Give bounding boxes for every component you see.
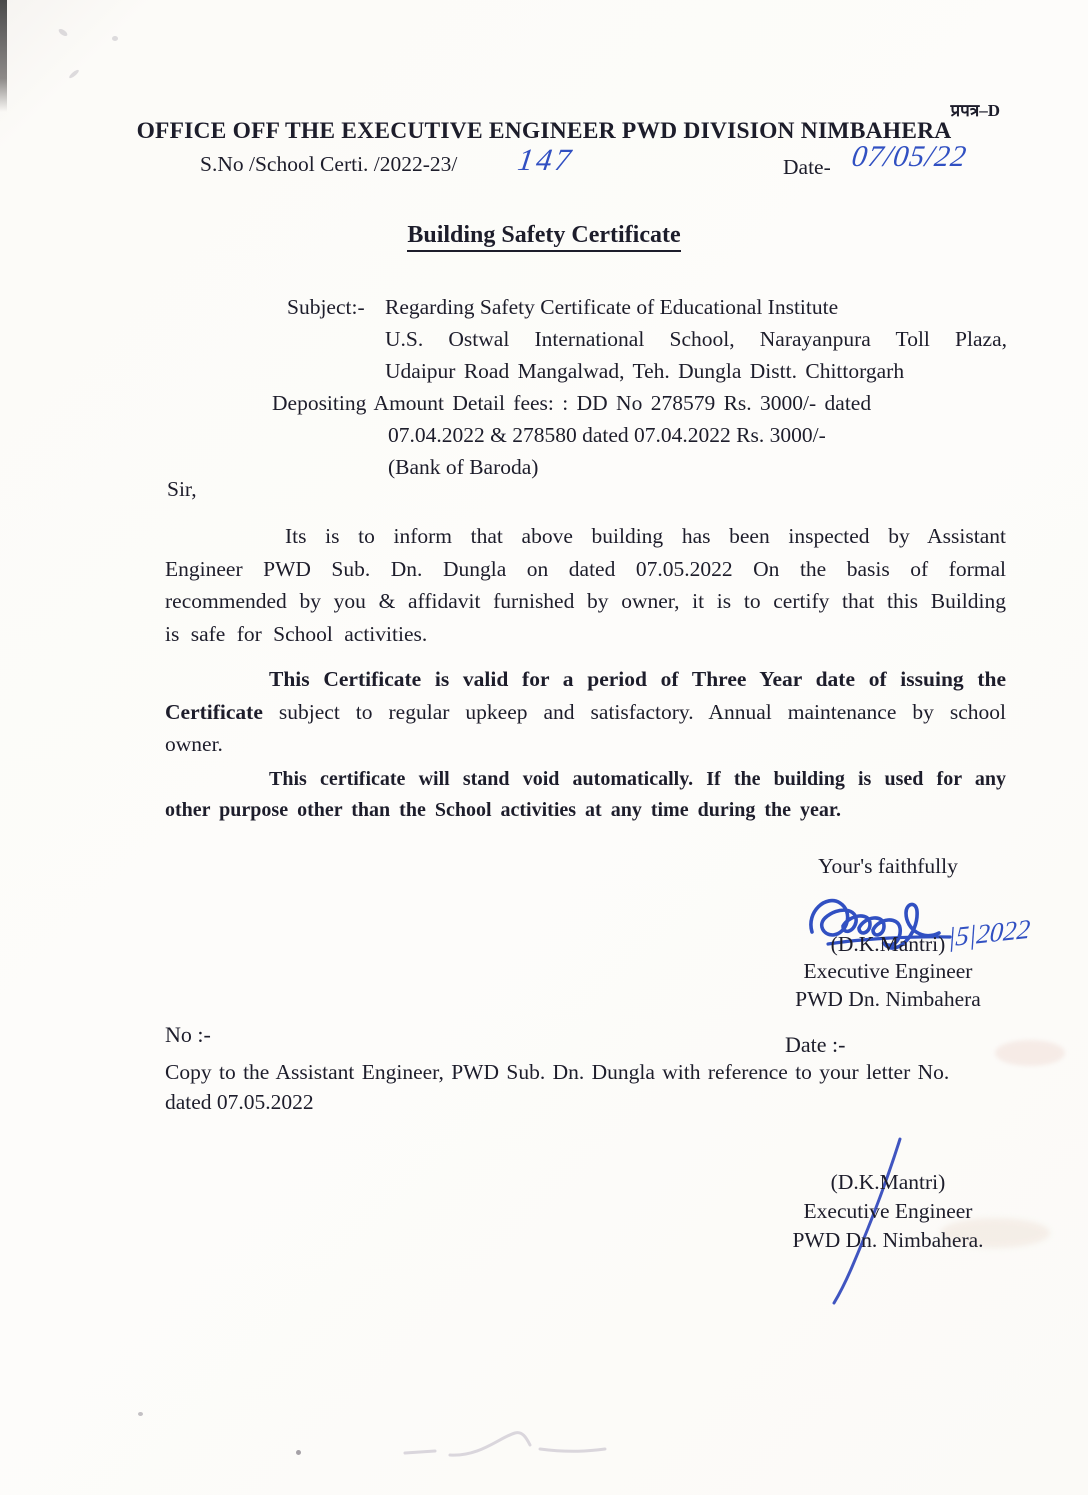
footer-no-label: No :- [165, 1022, 211, 1047]
date-handwritten: 07/05/22 [849, 140, 970, 173]
office-title: OFFICE OFF THE EXECUTIVE ENGINEER PWD DIVISION NIMBAHERA [136, 118, 952, 144]
document-title-text: Building Safety Certificate [407, 222, 680, 252]
scan-smudge [995, 1040, 1065, 1066]
signatory-division: PWD Dn. Nimbahera. [792, 1228, 984, 1252]
scan-speck [138, 1412, 143, 1416]
subject-label: Subject:- [287, 295, 365, 319]
scan-speck [296, 1450, 301, 1455]
deposit-detail-line: (Bank of Baroda) [388, 455, 539, 479]
deposit-detail-line: 07.04.2022 & 278580 dated 07.04.2022 Rs. 3000/- [388, 423, 826, 447]
faint-pencil-squiggle [390, 1415, 690, 1465]
scan-speck [112, 36, 118, 41]
form-label: प्रपत्र–D [950, 101, 1000, 120]
signature-date-handwritten: |5|2022 [947, 913, 1032, 953]
scan-speck [68, 69, 80, 80]
signatory-name: (D.K.Mantri) [830, 932, 946, 956]
body-paragraph-2-regular: subject to regular upkeep and satisfactory. Annual maintenance by school owner. [165, 699, 1007, 756]
deposit-detail-line: Depositing Amount Detail fees: : DD No 278579 Rs. 3000/- dated [272, 391, 872, 415]
copy-to-line: dated 07.05.2022 [165, 1090, 314, 1114]
copy-to-line: Copy to the Assistant Engineer, PWD Sub. Dn. Dungla with reference to your letter No. [165, 1060, 950, 1084]
date-label: Date- [783, 155, 831, 179]
signatory-designation: Executive Engineer [803, 1199, 973, 1223]
scan-speck [57, 28, 68, 38]
salutation: Sir, [167, 477, 197, 501]
closing-phrase: Your's faithfully [818, 854, 958, 878]
scan-edge-artifact [0, 0, 7, 112]
signatory-name: (D.K.Mantri) [830, 1170, 946, 1194]
signatory-division: PWD Dn. Nimbahera [795, 987, 981, 1011]
signatory-designation: Executive Engineer [803, 959, 973, 983]
document-title [124, 222, 964, 249]
body-paragraph-1: Its is to inform that above building has been inspected by Assistant Engineer PWD Sub. Dn. Dungla on dated 07.05.2022 On the basis of formal recommended by you & affidavit furnished by owner, it is to certify that this Building is safe for School activities. [165, 524, 1006, 646]
subject-line: U.S. Ostwal International School, Narayanpura Toll Plaza, [385, 327, 1007, 351]
subject-line: Udaipur Road Mangalwad, Teh. Dungla Distt. Chittorgarh [385, 359, 905, 383]
body-paragraph-3: This certificate will stand void automatically. If the building is used for any other purpose other than the School activities at any time during the year. [165, 768, 1006, 821]
subject-line: Regarding Safety Certificate of Educational Institute [385, 295, 839, 319]
serial-number-label: S.No /School Certi. /2022-23/ [200, 152, 458, 176]
serial-number-handwritten: 147 [515, 142, 577, 177]
footer-date-label: Date :- [785, 1032, 846, 1057]
body-paragraph-2-bold: This Certificate is valid for a period of Three Year date of issuing the Certificate [165, 667, 1006, 724]
body-paragraph-2 [165, 663, 1006, 761]
